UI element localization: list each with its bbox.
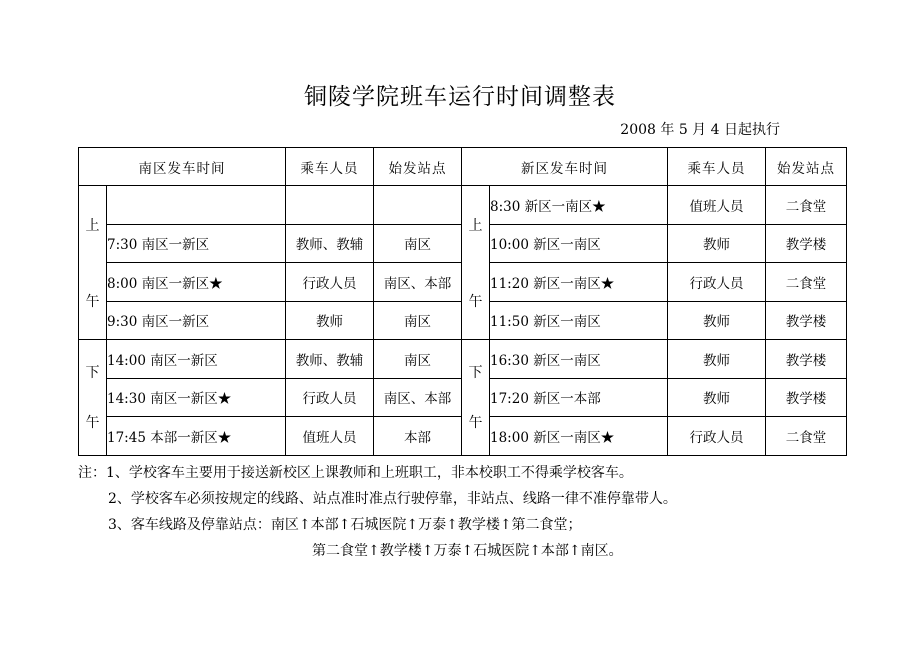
notes-section: [78, 460, 677, 564]
period-char: 下: [85, 365, 100, 382]
new-riders-cell: 教师: [668, 340, 766, 379]
note-line: 第二食堂↑教学楼↑万泰↑石城医院↑本部↑南区。: [312, 543, 623, 559]
south-station-cell: 南区: [374, 301, 462, 340]
new-time-cell: 18:00 新区一南区★: [490, 417, 668, 456]
period-char: 午: [85, 415, 100, 432]
note-line: 2、学校客车必须按规定的线路、站点准时准点行驶停靠，非站点、线路一律不准停靠带人。: [108, 491, 677, 507]
new-time-cell: 11:50 新区一南区: [490, 301, 668, 340]
new-station-cell: 教学楼: [766, 340, 847, 379]
page-title: 铜陵学院班车运行时间调整表: [304, 84, 616, 110]
new-riders-cell: 教师: [668, 301, 766, 340]
period-char: 上: [468, 217, 483, 234]
new-time-cell: 17:20 新区一本部: [490, 378, 668, 417]
new-time-cell: 10:00 新区一南区: [490, 224, 668, 263]
south-riders-cell: 教师、教辅: [286, 224, 374, 263]
period-char: 午: [468, 415, 483, 432]
new-time-cell: 11:20 新区一南区★: [490, 263, 668, 302]
note-line: 注：1、学校客车主要用于接送新校区上课教师和上班职工，非本校职工不得乘学校客车。: [78, 465, 633, 481]
south-riders-cell: [286, 186, 374, 225]
south-station-cell: 南区: [374, 340, 462, 379]
south-station-cell: 南区: [374, 224, 462, 263]
header-row: [79, 148, 847, 186]
south-station-cell: 南区、本部: [374, 263, 462, 302]
period-afternoon-new: [462, 340, 490, 456]
south-time-cell: [107, 186, 286, 225]
table-row: [79, 340, 847, 379]
header-south-time: 南区发车时间: [79, 148, 286, 186]
new-station-cell: 教学楼: [766, 378, 847, 417]
table-row: [79, 186, 847, 225]
period-char: 午: [85, 293, 100, 310]
south-time-cell: 9:30 南区一新区: [107, 301, 286, 340]
header-new-time: 新区发车时间: [462, 148, 668, 186]
south-riders-cell: 行政人员: [286, 263, 374, 302]
south-time-cell: 7:30 南区一新区: [107, 224, 286, 263]
period-char: 上: [85, 217, 100, 234]
new-station-cell: 二食堂: [766, 186, 847, 225]
new-time-cell: 8:30 新区一南区★: [490, 186, 668, 225]
header-south-station: 始发站点: [374, 148, 462, 186]
new-station-cell: 二食堂: [766, 417, 847, 456]
note-line: 3、客车线路及停靠站点：南区↑本部↑石城医院↑万泰↑教学楼↑第二食堂；: [108, 517, 582, 533]
effective-date: 2008 年 5 月 4 日起执行: [620, 122, 780, 138]
period-char: 午: [468, 293, 483, 310]
header-new-riders: 乘车人员: [668, 148, 766, 186]
header-south-riders: 乘车人员: [286, 148, 374, 186]
south-station-cell: 本部: [374, 417, 462, 456]
south-riders-cell: 教师、教辅: [286, 340, 374, 379]
schedule-table: [78, 147, 847, 456]
period-morning-south: [79, 186, 107, 340]
south-time-cell: 14:00 南区一新区: [107, 340, 286, 379]
new-station-cell: 教学楼: [766, 301, 847, 340]
period-afternoon-south: [79, 340, 107, 456]
south-riders-cell: 值班人员: [286, 417, 374, 456]
south-time-cell: 8:00 南区一新区★: [107, 263, 286, 302]
period-char: 下: [468, 365, 483, 382]
new-station-cell: 二食堂: [766, 263, 847, 302]
new-riders-cell: 行政人员: [668, 263, 766, 302]
south-station-cell: [374, 186, 462, 225]
header-new-station: 始发站点: [766, 148, 847, 186]
new-riders-cell: 教师: [668, 224, 766, 263]
south-time-cell: 17:45 本部一新区★: [107, 417, 286, 456]
new-riders-cell: 值班人员: [668, 186, 766, 225]
new-riders-cell: 教师: [668, 378, 766, 417]
new-station-cell: 教学楼: [766, 224, 847, 263]
south-station-cell: 南区、本部: [374, 378, 462, 417]
new-riders-cell: 行政人员: [668, 417, 766, 456]
period-morning-new: [462, 186, 490, 340]
south-riders-cell: 行政人员: [286, 378, 374, 417]
south-riders-cell: 教师: [286, 301, 374, 340]
south-time-cell: 14:30 南区一新区★: [107, 378, 286, 417]
new-time-cell: 16:30 新区一南区: [490, 340, 668, 379]
